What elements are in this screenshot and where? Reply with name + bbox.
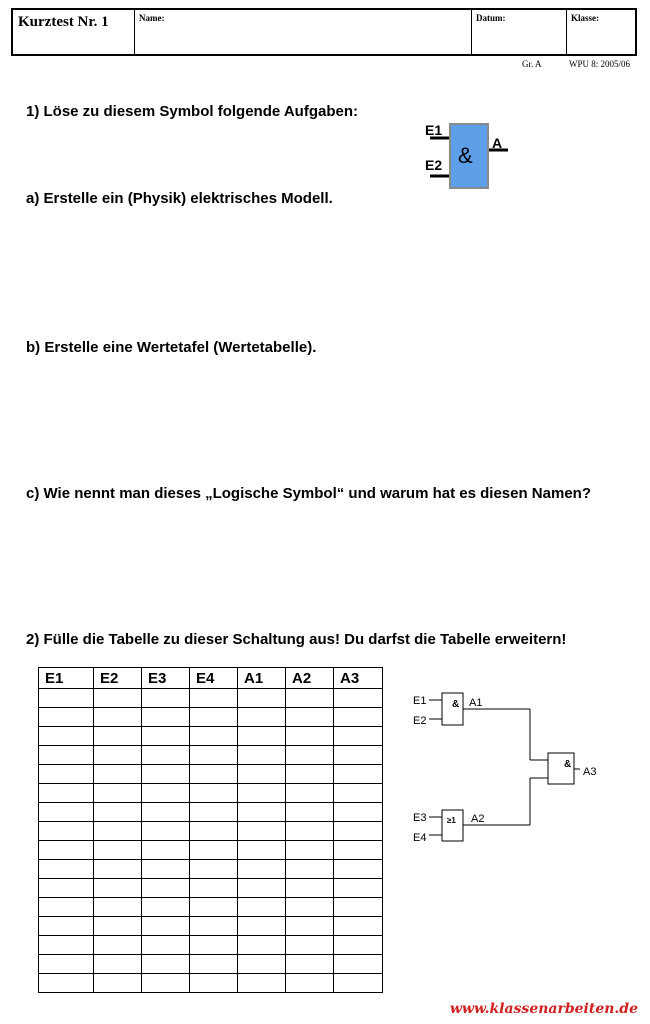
table-cell[interactable]: [286, 841, 334, 860]
table-cell[interactable]: [190, 803, 238, 822]
table-cell[interactable]: [238, 879, 286, 898]
table-cell[interactable]: [39, 936, 94, 955]
test-title: Kurztest Nr. 1: [18, 14, 109, 30]
task1-heading: 1) Löse zu diesem Symbol folgende Aufgaben:: [26, 103, 358, 120]
table-cell[interactable]: [238, 860, 286, 879]
table-cell[interactable]: [94, 936, 142, 955]
table-cell[interactable]: [286, 974, 334, 993]
table-cell[interactable]: [94, 803, 142, 822]
task2-heading: 2) Fülle die Tabelle zu dieser Schaltung aus! Du darfst die Tabelle erweitern!: [26, 631, 567, 648]
table-cell[interactable]: [286, 822, 334, 841]
table-cell[interactable]: [142, 860, 190, 879]
table-cell[interactable]: [94, 917, 142, 936]
symbol-input-e2: E2: [425, 157, 443, 173]
task1c: c) Wie nennt man dieses „Logische Symbol“ und warum hat es diesen Namen?: [26, 485, 591, 502]
table-row: [39, 955, 383, 974]
table-cell[interactable]: [238, 822, 286, 841]
table-cell[interactable]: [94, 860, 142, 879]
table-cell[interactable]: [190, 784, 238, 803]
table-cell[interactable]: [286, 765, 334, 784]
table-row: [39, 841, 383, 860]
table-cell[interactable]: [334, 689, 383, 708]
table-cell[interactable]: [190, 689, 238, 708]
table-cell[interactable]: [190, 708, 238, 727]
symbol-input-e1: E1: [425, 122, 443, 138]
table-cell[interactable]: [39, 860, 94, 879]
table-cell[interactable]: [334, 974, 383, 993]
table-cell[interactable]: [39, 917, 94, 936]
table-cell[interactable]: [94, 955, 142, 974]
table-cell[interactable]: [39, 708, 94, 727]
col-e2: E2: [94, 668, 142, 689]
table-cell[interactable]: [94, 974, 142, 993]
table-cell[interactable]: [238, 689, 286, 708]
table-cell[interactable]: [39, 784, 94, 803]
table-cell[interactable]: [142, 974, 190, 993]
table-cell[interactable]: [39, 955, 94, 974]
task1b: b) Erstelle eine Wertetafel (Wertetabelle).: [26, 339, 317, 356]
table-cell[interactable]: [142, 803, 190, 822]
table-cell[interactable]: [94, 841, 142, 860]
table-cell[interactable]: [238, 955, 286, 974]
table-cell[interactable]: [334, 860, 383, 879]
table-row: [39, 974, 383, 993]
table-cell[interactable]: [190, 879, 238, 898]
table-cell[interactable]: [334, 936, 383, 955]
klasse-label: Klasse:: [571, 13, 599, 23]
table-cell[interactable]: [142, 841, 190, 860]
col-a2: A2: [286, 668, 334, 689]
table-row: [39, 936, 383, 955]
task1a: a) Erstelle ein (Physik) elektrisches Modell.: [26, 190, 333, 207]
table-cell[interactable]: [334, 765, 383, 784]
table-cell[interactable]: [286, 955, 334, 974]
table-row: [39, 898, 383, 917]
table-cell[interactable]: [334, 841, 383, 860]
col-a3: A3: [334, 668, 383, 689]
circuit-gate3-sign: &: [564, 759, 572, 770]
table-cell[interactable]: [142, 746, 190, 765]
table-cell[interactable]: [190, 936, 238, 955]
table-cell[interactable]: [142, 898, 190, 917]
course-label: WPU 8: 2005/06: [569, 59, 631, 69]
circuit-label-e3: E3: [413, 812, 427, 824]
circuit-label-a2: A2: [471, 813, 485, 825]
table-row: [39, 765, 383, 784]
symbol-and-sign: &: [458, 143, 473, 168]
circuit-diagram: [405, 680, 605, 855]
name-field[interactable]: [135, 10, 472, 54]
table-cell[interactable]: [190, 955, 238, 974]
col-e1: E1: [39, 668, 94, 689]
table-cell[interactable]: [334, 803, 383, 822]
table-cell[interactable]: [286, 860, 334, 879]
table-cell[interactable]: [39, 841, 94, 860]
symbol-output-a: A: [492, 135, 503, 151]
table-cell[interactable]: [142, 765, 190, 784]
table-cell[interactable]: [39, 974, 94, 993]
table-cell[interactable]: [286, 803, 334, 822]
table-cell[interactable]: [142, 955, 190, 974]
table-cell[interactable]: [286, 898, 334, 917]
table-cell[interactable]: [238, 803, 286, 822]
table-cell[interactable]: [334, 784, 383, 803]
col-e4: E4: [190, 668, 238, 689]
table-row: [39, 708, 383, 727]
table-row: [39, 727, 383, 746]
group-label: Gr. A: [522, 59, 542, 69]
circuit-label-e1: E1: [413, 695, 427, 707]
table-cell[interactable]: [286, 917, 334, 936]
table-cell[interactable]: [94, 784, 142, 803]
table-cell[interactable]: [142, 879, 190, 898]
table-cell[interactable]: [190, 841, 238, 860]
name-label: Name:: [139, 13, 165, 23]
title-cell: [13, 10, 135, 54]
table-cell[interactable]: [190, 765, 238, 784]
table-row: [39, 860, 383, 879]
circuit-label-e2: E2: [413, 715, 427, 727]
table-cell[interactable]: [238, 727, 286, 746]
table-cell[interactable]: [238, 936, 286, 955]
table-cell[interactable]: [142, 936, 190, 955]
table-cell[interactable]: [39, 765, 94, 784]
table-cell[interactable]: [39, 803, 94, 822]
table-cell[interactable]: [190, 917, 238, 936]
table-cell[interactable]: [334, 727, 383, 746]
truth-table: [38, 667, 383, 993]
table-row: [39, 689, 383, 708]
table-cell[interactable]: [190, 974, 238, 993]
table-cell[interactable]: [190, 860, 238, 879]
col-e3: E3: [142, 668, 190, 689]
table-cell[interactable]: [190, 898, 238, 917]
table-cell[interactable]: [94, 746, 142, 765]
table-row: [39, 784, 383, 803]
col-a1: A1: [238, 668, 286, 689]
table-cell[interactable]: [238, 708, 286, 727]
table-cell[interactable]: [190, 822, 238, 841]
table-cell[interactable]: [142, 727, 190, 746]
table-cell[interactable]: [142, 784, 190, 803]
table-cell[interactable]: [286, 746, 334, 765]
table-cell[interactable]: [94, 822, 142, 841]
table-cell[interactable]: [39, 822, 94, 841]
table-cell[interactable]: [238, 746, 286, 765]
table-cell[interactable]: [334, 879, 383, 898]
table-row: [39, 917, 383, 936]
circuit-gate2-sign: ≥1: [447, 816, 456, 825]
table-cell[interactable]: [142, 708, 190, 727]
table-cell[interactable]: [334, 708, 383, 727]
table-row: [39, 746, 383, 765]
table-cell[interactable]: [94, 898, 142, 917]
datum-label: Datum:: [476, 13, 506, 23]
table-cell[interactable]: [94, 727, 142, 746]
table-cell[interactable]: [286, 727, 334, 746]
table-cell[interactable]: [238, 841, 286, 860]
table-cell[interactable]: [39, 898, 94, 917]
table-row: [39, 879, 383, 898]
table-cell[interactable]: [39, 727, 94, 746]
table-cell[interactable]: [190, 746, 238, 765]
table-cell[interactable]: [334, 746, 383, 765]
datum-field[interactable]: [472, 10, 567, 54]
table-cell[interactable]: [286, 784, 334, 803]
circuit-label-a1: A1: [469, 697, 483, 709]
circuit-label-e4: E4: [413, 832, 427, 844]
table-cell[interactable]: [39, 879, 94, 898]
footer-link[interactable]: www.klassenarbeiten.de: [449, 1001, 638, 1017]
table-cell[interactable]: [39, 689, 94, 708]
table-row: [39, 822, 383, 841]
table-cell[interactable]: [142, 689, 190, 708]
table-cell[interactable]: [286, 936, 334, 955]
table-cell[interactable]: [286, 689, 334, 708]
table-cell[interactable]: [94, 689, 142, 708]
table-cell[interactable]: [238, 974, 286, 993]
table-cell[interactable]: [238, 898, 286, 917]
circuit-label-a3: A3: [583, 766, 597, 778]
table-cell[interactable]: [94, 879, 142, 898]
table-cell[interactable]: [286, 879, 334, 898]
truth-table-header: [39, 668, 383, 689]
table-cell[interactable]: [286, 708, 334, 727]
klasse-field[interactable]: [567, 10, 635, 54]
circuit-gate1-sign: &: [452, 699, 460, 710]
table-cell[interactable]: [190, 727, 238, 746]
table-cell[interactable]: [238, 917, 286, 936]
and-gate-symbol: [420, 118, 512, 194]
table-cell[interactable]: [94, 708, 142, 727]
table-cell[interactable]: [334, 917, 383, 936]
table-cell[interactable]: [334, 898, 383, 917]
table-row: [39, 803, 383, 822]
table-cell[interactable]: [94, 765, 142, 784]
table-cell[interactable]: [238, 784, 286, 803]
table-cell[interactable]: [142, 917, 190, 936]
table-cell[interactable]: [39, 746, 94, 765]
table-cell[interactable]: [334, 822, 383, 841]
table-cell[interactable]: [142, 822, 190, 841]
table-cell[interactable]: [238, 765, 286, 784]
table-cell[interactable]: [334, 955, 383, 974]
header-box: [11, 8, 637, 56]
